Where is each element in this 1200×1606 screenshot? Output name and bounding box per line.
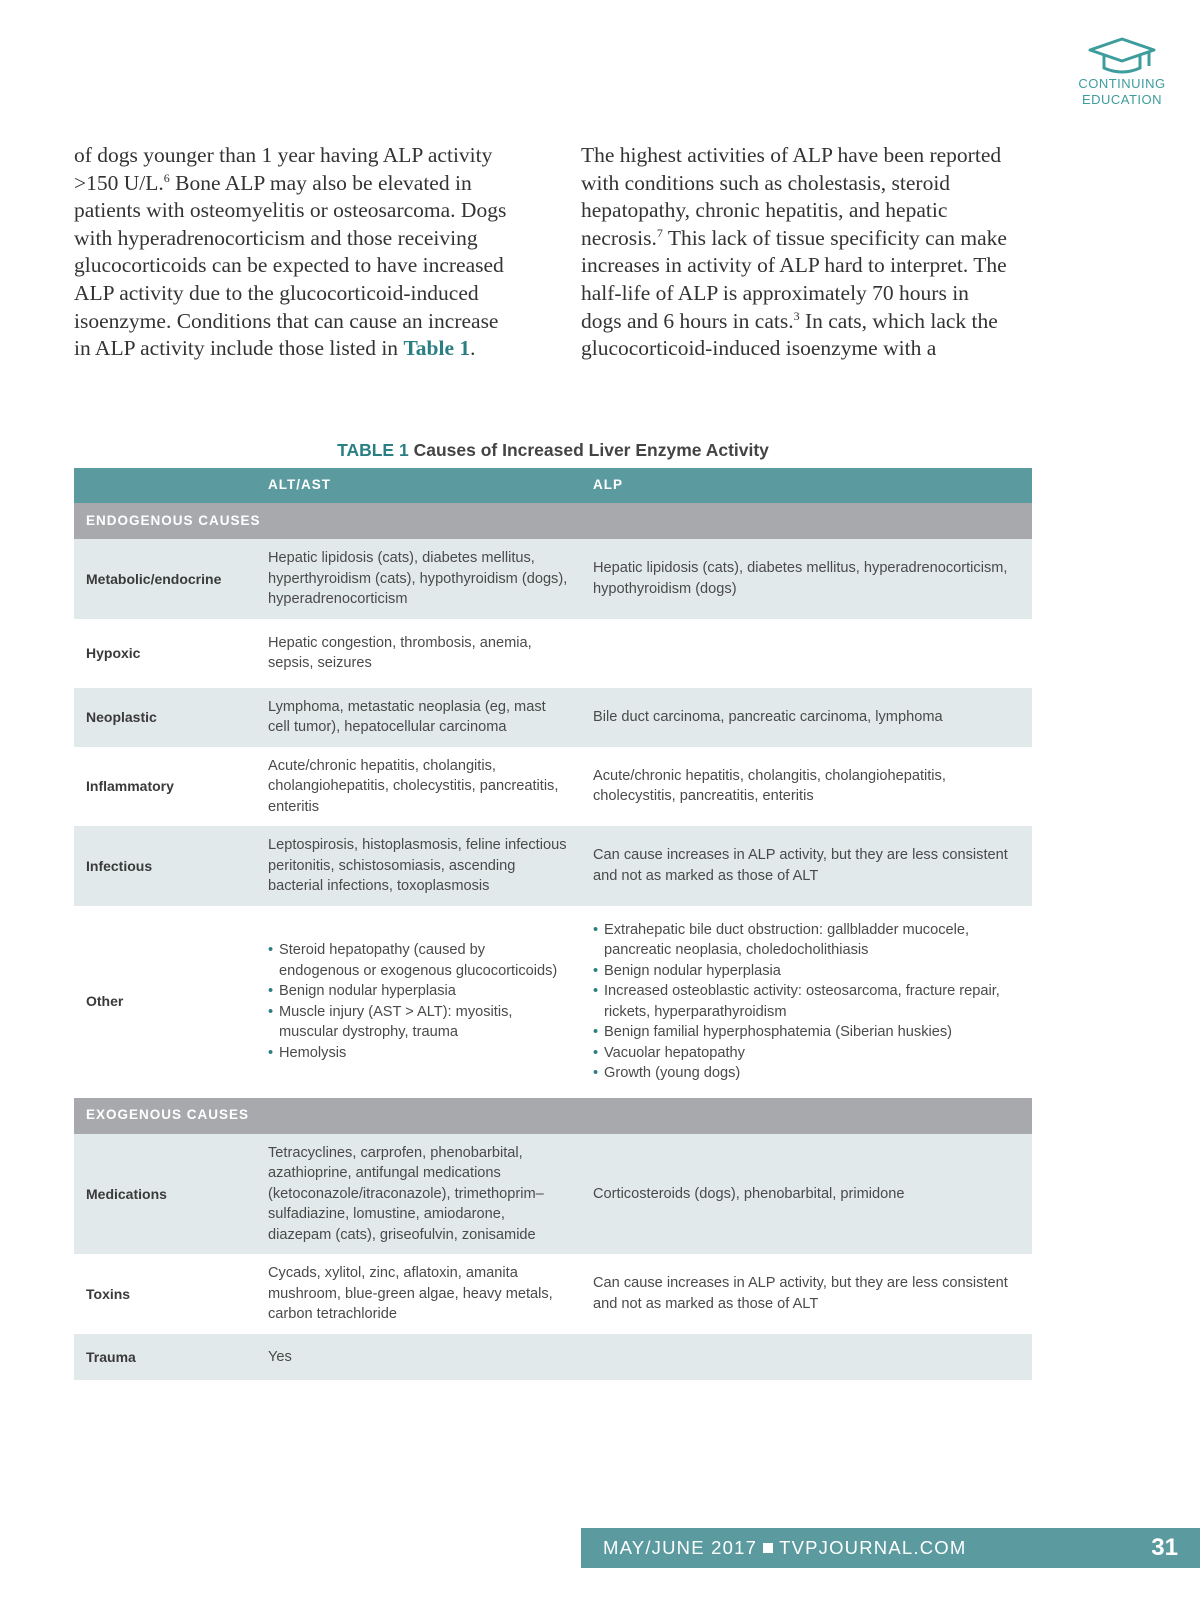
list-item: • Hemolysis: [268, 1043, 569, 1064]
alt-ast-cell: Lymphoma, metastatic neoplasia (eg, mast cell tumor), hepatocellular carcinoma: [256, 688, 581, 747]
alp-cell: [581, 619, 1032, 688]
left-text-2: Bone ALP may also be elevated in patients with osteomyelitis or osteosarcoma. Dogs with hyperadrenocorticism and those receiving glucocorticoids can be expected to have increased ALP activity due to the glucocorticoid-induced isoenzyme. Conditions that can cause an increase in ALP activity include those listed in: [74, 170, 507, 361]
table-header-row: [74, 468, 1032, 503]
alp-cell: [581, 906, 1032, 1098]
table-title-text: Causes of Increased Liver Enzyme Activity: [413, 440, 769, 460]
row-label: Metabolic/endocrine: [74, 539, 256, 619]
table-number: TABLE 1: [337, 440, 409, 460]
body-column-left: [74, 142, 514, 363]
row-label: Inflammatory: [86, 778, 174, 794]
row-label: Medications: [74, 1134, 256, 1255]
alp-cell: Can cause increases in ALP activity, but they are less consistent and not as marked as those of ALT: [581, 826, 1032, 906]
footer-text: [603, 1537, 967, 1559]
right-text-2: This lack of tissue specificity can make increases in activity of ALP hard to interpret. The half-life of ALP is approximately 70 hours in dogs and 6 hours in cats.: [581, 225, 1007, 333]
table-row: [74, 619, 1032, 688]
table-row: [74, 1134, 1032, 1255]
header-alt-ast: ALT/AST: [256, 468, 581, 503]
list-item: • Benign familial hyperphosphatemia (Siberian huskies): [593, 1022, 1020, 1043]
body-column-right: [581, 142, 1011, 363]
reference-6: 6: [163, 170, 170, 185]
alt-ast-cell: Hepatic congestion, thrombosis, anemia, sepsis, seizures: [268, 634, 532, 671]
alp-cell: [581, 1334, 1032, 1381]
badge-line-1: CONTINUING: [1078, 76, 1166, 91]
continuing-education-badge: [1076, 36, 1168, 108]
header-blank: [74, 468, 256, 503]
alp-cell: Corticosteroids (dogs), phenobarbital, primidone: [581, 1134, 1032, 1255]
header-alp: ALP: [581, 468, 1032, 503]
alt-ast-cell: Cycads, xylitol, zinc, aflatoxin, amanita mushroom, blue-green algae, heavy metals, carbon tetrachloride: [268, 1265, 553, 1322]
reference-3: 3: [793, 308, 800, 323]
page-footer: [581, 1528, 1200, 1568]
alt-ast-cell: Yes: [256, 1334, 581, 1381]
row-label: Neoplastic: [74, 688, 256, 747]
table-row: [74, 688, 1032, 747]
table-row: [74, 539, 1032, 619]
alt-ast-list: [268, 940, 569, 1063]
square-separator-icon: [763, 1543, 773, 1553]
alp-list: [593, 920, 1020, 1084]
alt-ast-cell: Leptospirosis, histoplasmosis, feline infectious peritonitis, schistosomiasis, ascending bacterial infections, toxoplasmosis: [256, 826, 581, 906]
row-label: Infectious: [74, 826, 256, 906]
graduation-cap-icon: [1087, 36, 1157, 76]
table-row: [74, 826, 1032, 906]
alt-ast-cell: Hepatic lipidosis (cats), diabetes mellitus, hyperthyroidism (cats), hypothyroidism (dogs), hyperadrenocorticism: [256, 539, 581, 619]
row-label: Other: [86, 993, 124, 1010]
right-text-3: In cats, which lack the glucocorticoid-induced isoenzyme with a: [581, 308, 998, 361]
table-row: [74, 747, 1032, 827]
reference-7: 7: [656, 225, 663, 240]
list-item: • Benign nodular hyperplasia: [268, 981, 569, 1002]
alt-ast-cell: Acute/chronic hepatitis, cholangitis, cholangiohepatitis, cholecystitis, pancreatitis, enteritis: [268, 757, 559, 815]
table-1-reference-link[interactable]: Table 1: [403, 336, 471, 361]
list-item: • Increased osteoblastic activity: osteosarcoma, fracture repair, rickets, hyperparathyroidism: [593, 981, 1020, 1022]
list-item: • Steroid hepatopathy (caused by endogenous or exogenous glucocorticoids): [268, 940, 569, 981]
journal-site-link[interactable]: TVPJOURNAL.COM: [779, 1537, 967, 1558]
table-row-other: [74, 906, 1032, 1098]
left-text-end: .: [470, 336, 476, 361]
list-item: • Muscle injury (AST > ALT): myositis, muscular dystrophy, trauma: [268, 1002, 569, 1043]
alp-cell: Bile duct carcinoma, pancreatic carcinoma, lymphoma: [581, 688, 1032, 747]
right-text-1: The highest activities of ALP have been reported with conditions such as cholestasis, steroid hepatopathy, chronic hepatitis, and hepatic necrosis.: [581, 143, 1002, 250]
issue-date: MAY/JUNE 2017: [603, 1537, 758, 1558]
table-row: [74, 1254, 1032, 1334]
liver-enzyme-table: [74, 468, 1032, 1380]
row-label: Hypoxic: [86, 644, 141, 661]
section-label: ENDOGENOUS CAUSES: [74, 503, 1032, 539]
table-row: [74, 1334, 1032, 1381]
list-item: • Vacuolar hepatopathy: [593, 1043, 1020, 1064]
list-item: • Benign nodular hyperplasia: [593, 961, 1020, 982]
section-label: EXOGENOUS CAUSES: [74, 1098, 1032, 1134]
list-item: • Extrahepatic bile duct obstruction: gallbladder mucocele, pancreatic neoplasia, choledocholithiasis: [593, 920, 1020, 961]
section-endogenous: [74, 503, 1032, 539]
alp-cell: Acute/chronic hepatitis, cholangitis, cholangiohepatitis, cholecystitis, pancreatitis, enteritis: [593, 767, 946, 805]
row-label: Trauma: [74, 1334, 256, 1381]
alt-ast-cell: [256, 906, 581, 1098]
section-exogenous: [74, 1098, 1032, 1134]
alt-ast-cell: Tetracyclines, carprofen, phenobarbital, azathioprine, antifungal medications (ketoconazole/itraconazole), trimethoprim–sulfadiazine, lomustine, amiodarone, diazepam (cats), griseofulvin, zonisamide: [256, 1134, 581, 1255]
page-number: 31: [1151, 1534, 1178, 1561]
left-text-1: of dogs younger than 1 year having ALP activity >150 U/L.: [74, 143, 493, 195]
alp-cell: Can cause increases in ALP activity, but they are less consistent and not as marked as those of ALT: [593, 1275, 1008, 1312]
alp-cell: Hepatic lipidosis (cats), diabetes mellitus, hyperadrenocorticism, hypothyroidism (dogs): [581, 539, 1032, 619]
table-title: [74, 440, 1032, 461]
row-label: Toxins: [86, 1285, 131, 1302]
list-item: • Growth (young dogs): [593, 1063, 1020, 1084]
badge-line-2: EDUCATION: [1081, 92, 1163, 107]
